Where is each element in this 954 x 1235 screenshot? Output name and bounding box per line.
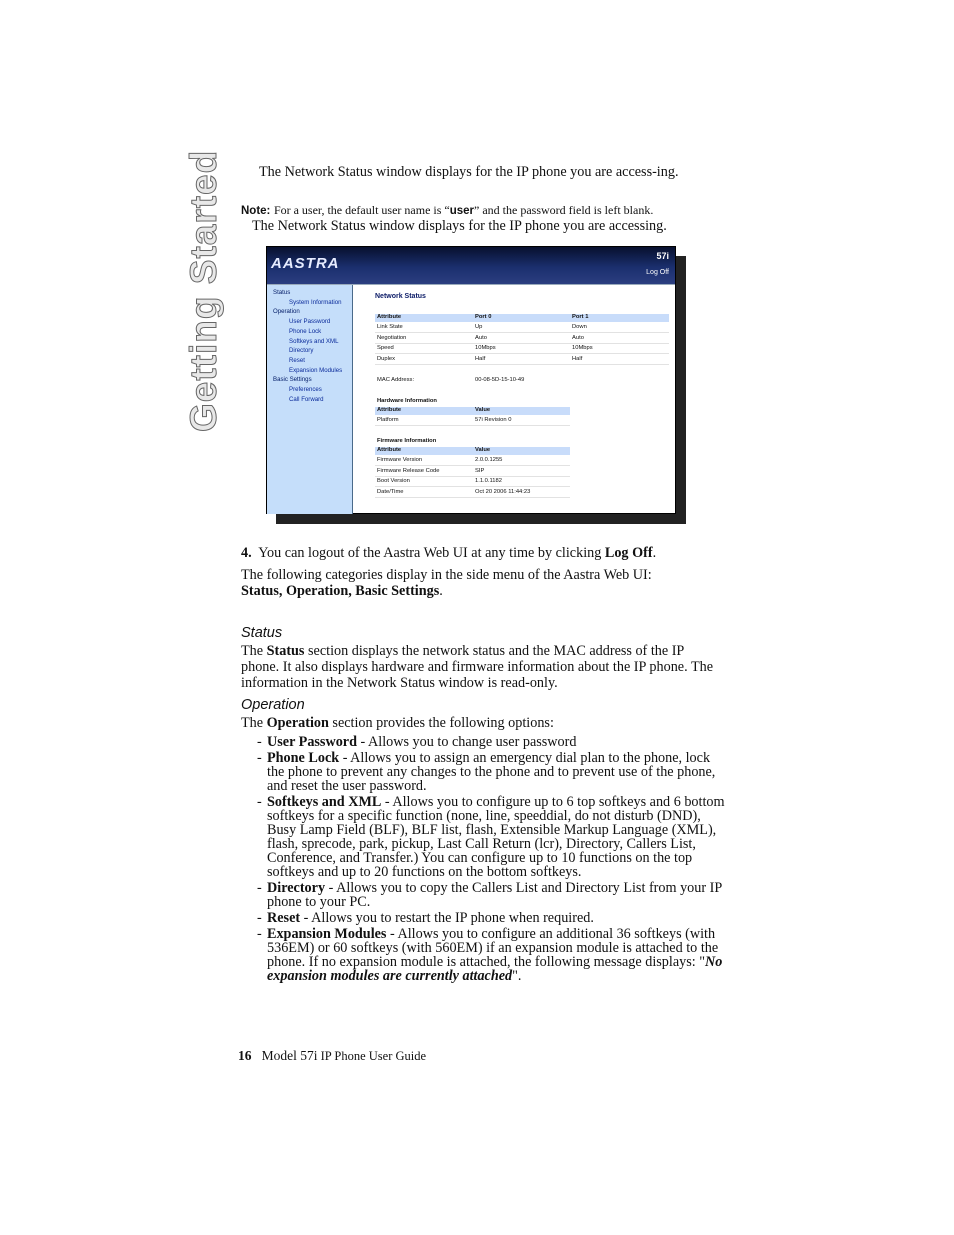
table-cell: 10Mbps xyxy=(572,345,593,352)
aastra-logo: AASTRA xyxy=(271,255,340,272)
section-label: Firmware Information xyxy=(377,438,437,444)
table-cell: Half xyxy=(475,355,486,362)
table-row xyxy=(375,488,570,498)
option-name: Expansion Modules xyxy=(267,926,387,942)
section-label: Hardware Information xyxy=(377,398,437,404)
footer-guide: IP Phone User Guide xyxy=(317,1049,427,1063)
table-row xyxy=(375,477,570,487)
menu-item[interactable]: Status xyxy=(273,289,291,296)
section-label: 00-08-5D-15-10-49 xyxy=(475,377,525,383)
table-header-cell: Value xyxy=(475,447,491,453)
table-header xyxy=(375,314,669,322)
menu-item[interactable]: Operation xyxy=(273,308,300,316)
step-text: You can logout of the Aastra Web UI at any time by clicking xyxy=(258,545,605,561)
table-cell: Negotiation xyxy=(377,334,407,341)
option-item xyxy=(257,735,727,749)
chapter-title-text: Getting Started xyxy=(183,149,224,432)
page-footer xyxy=(238,1048,638,1064)
table-cell: Auto xyxy=(475,334,487,341)
menu-item[interactable]: Softkeys and XML xyxy=(289,337,339,345)
table-cell: 2.0.0.1255 xyxy=(475,457,503,463)
option-item xyxy=(257,911,727,925)
step-end: . xyxy=(652,545,657,561)
step-log-off: Log Off xyxy=(604,545,653,561)
menu-item[interactable]: System Information xyxy=(289,298,342,306)
section-label: MAC Address: xyxy=(377,377,415,383)
menu-item[interactable]: User Password xyxy=(289,318,331,326)
network-status-title: Network Status xyxy=(375,293,426,300)
option-name: Phone Lock xyxy=(267,750,340,766)
table-row xyxy=(375,355,669,365)
table-cell: Oct 20 2006 11:44:23 xyxy=(475,488,531,495)
operation-options xyxy=(257,735,727,985)
menu-item[interactable]: Directory xyxy=(289,347,314,355)
status-para xyxy=(241,643,721,691)
table-cell: Link State xyxy=(377,324,403,330)
web-ui-side-menu xyxy=(267,285,353,514)
web-ui-main xyxy=(353,285,675,513)
note-label: Note: xyxy=(241,205,271,217)
categories-para xyxy=(241,567,721,599)
operation-heading: Operation xyxy=(241,697,305,713)
table-row xyxy=(375,344,669,354)
table-row xyxy=(375,334,669,344)
option-name: User Password xyxy=(267,734,357,750)
table-header-cell: Port 1 xyxy=(572,314,589,320)
table-header-cell: Port 0 xyxy=(475,314,492,320)
figure-caption: The Network Status window displays for the IP phone you are accessing. xyxy=(252,218,667,234)
status-heading: Status xyxy=(241,625,283,641)
step-4 xyxy=(241,545,741,561)
option-name: Softkeys and XML xyxy=(267,794,382,810)
sidebar-chapter-title xyxy=(183,149,230,434)
table-cell: Duplex xyxy=(377,355,396,362)
note-user: user xyxy=(449,205,475,217)
option-item xyxy=(257,751,727,793)
menu-item[interactable]: Basic Settings xyxy=(273,376,312,384)
log-off-link[interactable]: Log Off xyxy=(646,269,669,276)
table-cell: Firmware Release Code xyxy=(377,467,440,474)
note xyxy=(241,202,741,219)
option-item xyxy=(257,795,727,879)
menu-item[interactable]: Call Forward xyxy=(289,395,324,403)
operation-post: section provides the following options: xyxy=(328,715,554,731)
status-bold: Status xyxy=(266,643,305,659)
step-number: 4. xyxy=(241,545,252,561)
table-cell: Boot Version xyxy=(377,478,410,485)
table-header-cell: Attribute xyxy=(377,314,402,320)
table-header xyxy=(375,447,570,455)
option-end: ". xyxy=(512,968,522,984)
option-item xyxy=(257,881,727,909)
categories-end: . xyxy=(439,583,443,599)
model-label: 57i xyxy=(656,251,669,261)
option-name: Directory xyxy=(267,880,326,896)
status-post: section displays the network status and the MAC address of the IP phone. It also displays hardware and firmware information about the IP phone. The information in the Network Status window is read-only. xyxy=(241,643,713,691)
table-header-cell: Attribute xyxy=(377,447,402,453)
option-message: No expansion modules are currently attached xyxy=(267,954,723,984)
option-desc: - Allows you to copy the Callers List and Directory List from your IP phone to your PC. xyxy=(267,880,722,910)
table-header-cell: Value xyxy=(475,407,491,413)
option-name: Reset xyxy=(267,910,301,926)
table-cell: 10Mbps xyxy=(475,345,496,352)
option-desc: - Allows you to change user password xyxy=(356,734,577,750)
table-row xyxy=(375,416,570,426)
menu-item[interactable]: Preferences xyxy=(289,386,322,393)
menu-item[interactable]: Expansion Modules xyxy=(289,366,343,374)
table-row xyxy=(375,456,570,466)
table-cell: Platform xyxy=(377,417,399,423)
note-pre: For a user, the default user name is “ xyxy=(273,203,450,217)
table-header-cell: Attribute xyxy=(377,407,402,413)
page-number: 16 xyxy=(238,1048,252,1063)
operation-para xyxy=(241,715,721,731)
table-cell: Half xyxy=(572,355,583,362)
categories-list: Status, Operation, Basic Settings xyxy=(241,583,440,599)
table-row xyxy=(375,467,570,477)
option-desc: - Allows you to assign an emergency dial plan to the phone, lock the phone to prevent any changes to the phone and to prevent use of the phone, and reset the user password. xyxy=(267,750,716,794)
menu-item[interactable]: Phone Lock xyxy=(289,327,322,335)
table-header xyxy=(375,407,570,415)
table-cell: SIP xyxy=(475,467,485,474)
option-desc: - Allows you to configure an additional 36 softkeys (with 536EM) or 60 softkeys (with 560EM) if an expansion module is attached to the phone. If no expansion module is attached, the following message displays: " xyxy=(267,926,719,970)
operation-bold: Operation xyxy=(266,715,329,731)
table-cell: Date/Time xyxy=(377,488,404,495)
web-ui-header xyxy=(267,247,675,284)
note-post: ” and the password field is left blank. xyxy=(474,203,654,217)
option-desc: - Allows you to restart the IP phone when required. xyxy=(300,910,594,926)
table-cell: 1.1.0.1182 xyxy=(475,478,502,485)
option-item xyxy=(257,927,727,983)
menu-item[interactable]: Reset xyxy=(289,356,305,364)
table-cell: Auto xyxy=(572,334,584,341)
footer-model: Model 57i xyxy=(261,1048,318,1063)
network-status-screenshot xyxy=(266,246,676,514)
table-cell: Speed xyxy=(377,345,394,352)
option-desc: - Allows you to configure up to 6 top softkeys and 6 bottom softkeys for a specific function (none, line, speeddial, do not disturb (DND), Busy Lamp Field (BLF), BLF list, flash, Extensible Markup Language (XML), flash, sprecode, park, pickup, Last Call Return (lcr), Directory, Callers List, Conference, and Transfer.) You can configure up to 10 functions on the top softkeys and up to 20 functions on the bottom softkeys. xyxy=(267,794,725,880)
categories-text: The following categories display in the side menu of the Aastra Web UI: xyxy=(241,567,652,583)
intro-text: The Network Status window displays for the IP phone you are access-ing. xyxy=(259,164,679,180)
operation-pre: The xyxy=(241,715,267,731)
table-cell: Firmware Version xyxy=(377,457,423,463)
table-cell: Up xyxy=(475,324,483,330)
table-cell: 57i Revision 0 xyxy=(475,417,512,423)
table-row xyxy=(375,323,669,333)
status-pre: The xyxy=(241,643,267,659)
table-cell: Down xyxy=(572,324,587,330)
